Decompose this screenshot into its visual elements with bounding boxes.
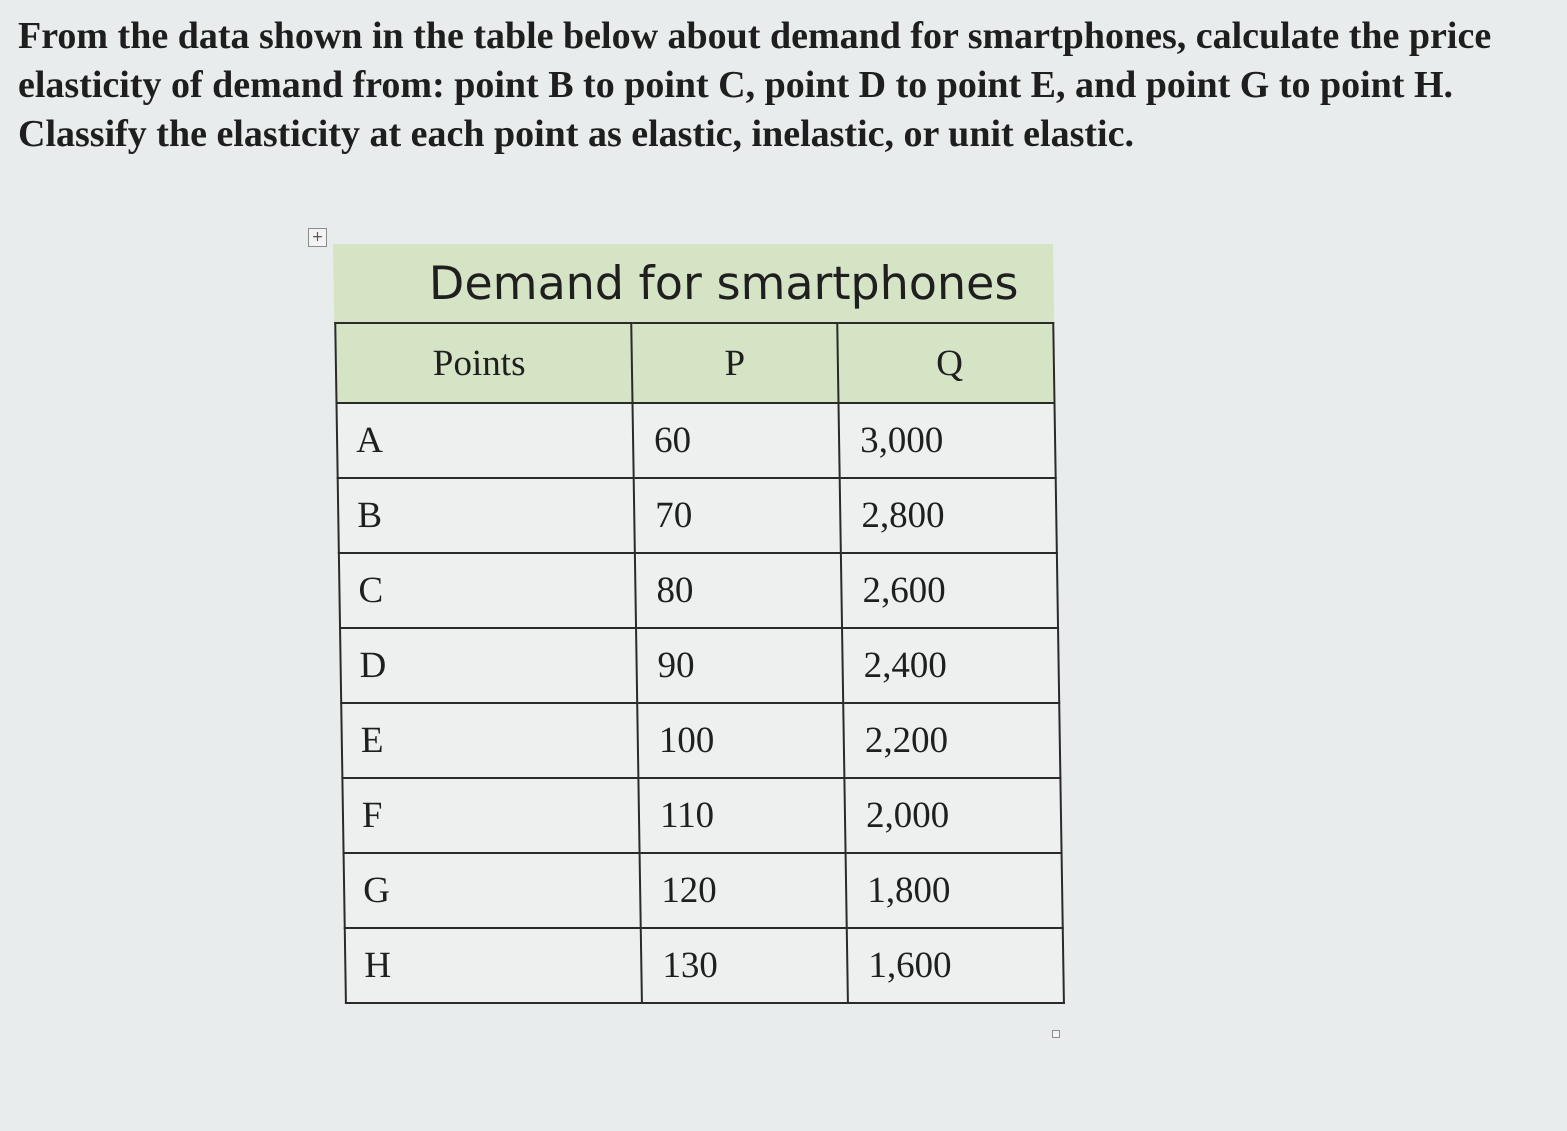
header-p: P <box>631 323 838 403</box>
quantity-cell: 1,600 <box>847 928 1064 1003</box>
price-cell: 110 <box>638 778 845 853</box>
quantity-cell: 2,800 <box>840 478 1057 553</box>
price-cell: 80 <box>635 553 842 628</box>
quantity-cell: 2,600 <box>841 553 1058 628</box>
price-cell: 70 <box>634 478 841 553</box>
price-cell: 130 <box>641 928 848 1003</box>
point-cell: D <box>340 628 637 703</box>
quantity-cell: 2,000 <box>844 778 1061 853</box>
header-points: Points <box>335 323 632 403</box>
price-cell: 60 <box>632 403 839 478</box>
question-text: From the data shown in the table below about demand for smartphones, calculate the price elasticity of demand from: point B to point C, point D to point E, and point G to point H. Classify the elasticity at each point as elastic, inelastic, or unit elastic. <box>18 15 1492 155</box>
move-handle-icon[interactable]: + <box>308 228 327 247</box>
point-cell: B <box>338 478 635 553</box>
quantity-cell: 1,800 <box>846 853 1063 928</box>
resize-handle-icon[interactable] <box>1052 1030 1060 1038</box>
table-row <box>342 778 1061 853</box>
demand-table <box>333 244 1065 1004</box>
point-cell: F <box>342 778 639 853</box>
header-q: Q <box>837 323 1054 403</box>
table-row <box>345 928 1064 1003</box>
table-row <box>340 628 1059 703</box>
price-cell: 120 <box>640 853 847 928</box>
point-cell: E <box>341 703 638 778</box>
table-row <box>339 553 1058 628</box>
point-cell: A <box>336 403 633 478</box>
table-row <box>341 703 1060 778</box>
point-cell: C <box>339 553 636 628</box>
point-cell: H <box>345 928 642 1003</box>
table-row <box>336 403 1055 478</box>
data-table <box>334 322 1065 1004</box>
quantity-cell: 2,400 <box>842 628 1059 703</box>
price-cell: 90 <box>636 628 843 703</box>
price-cell: 100 <box>637 703 844 778</box>
table-row <box>338 478 1057 553</box>
quantity-cell: 3,000 <box>838 403 1055 478</box>
header-row <box>335 323 1054 403</box>
table-row <box>344 853 1063 928</box>
point-cell: G <box>344 853 641 928</box>
quantity-cell: 2,200 <box>843 703 1060 778</box>
table-title: Demand for smartphones <box>333 244 1054 322</box>
